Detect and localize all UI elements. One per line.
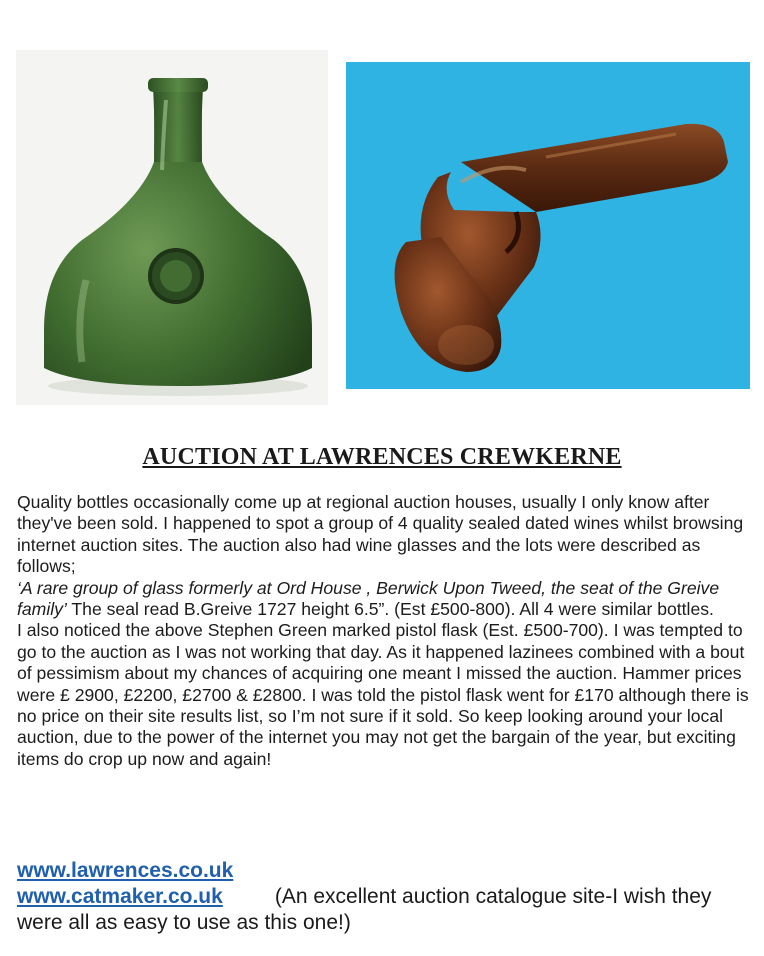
- catmaker-link[interactable]: www.catmaker.co.uk: [17, 885, 223, 908]
- pistol-flask-photo: [346, 62, 750, 389]
- links-section: [17, 858, 759, 936]
- paragraph-pistol-flask: I also noticed the above Stephen Green marked pistol flask (Est. £500-700). I was tempted to go to the auction as I was not working that day. As it happened lazinees combined with a bout of pessimism about my chances of acquiring one meant I missed the auction. Hammer prices were £ 2900, £2200, £2700 & £2800. I was told the pistol flask went for £170 although there is no price on their site results list, so I’m not sure if it sold. So keep looking around your local auction, due to the power of the internet you may not get the bargain of the year, but exciting items do crop up now and again!: [17, 620, 749, 769]
- lawrences-link[interactable]: www.lawrences.co.uk: [17, 859, 234, 882]
- quote-paragraph: [17, 578, 759, 621]
- wine-bottle-photo: [16, 50, 328, 405]
- bottle-illustration: [16, 50, 328, 405]
- article-title: AUCTION AT LAWRENCES CREWKERNE: [142, 444, 622, 470]
- pistol-illustration: [346, 62, 750, 389]
- quote-followup: The seal read B.Greive 1727 height 6.5”. (Est £500-800). All 4 were similar bottles.: [66, 599, 714, 620]
- article-body: [17, 492, 759, 770]
- paragraph-intro: Quality bottles occasionally come up at regional auction houses, usually I only know after they've been sold. I happened to spot a group of 4 quality sealed dated wines whilst browsing internet auction sites. The auction also had wine glasses and the lots were described as follows;: [17, 492, 744, 577]
- catmaker-note: (An excellent auction catalogue site-I wish they were all as easy to use as this one!): [17, 885, 712, 934]
- auction-lot-quote: ‘A rare group of glass formerly at Ord House , Berwick Upon Tweed, the seat of the Greive family’: [17, 577, 720, 620]
